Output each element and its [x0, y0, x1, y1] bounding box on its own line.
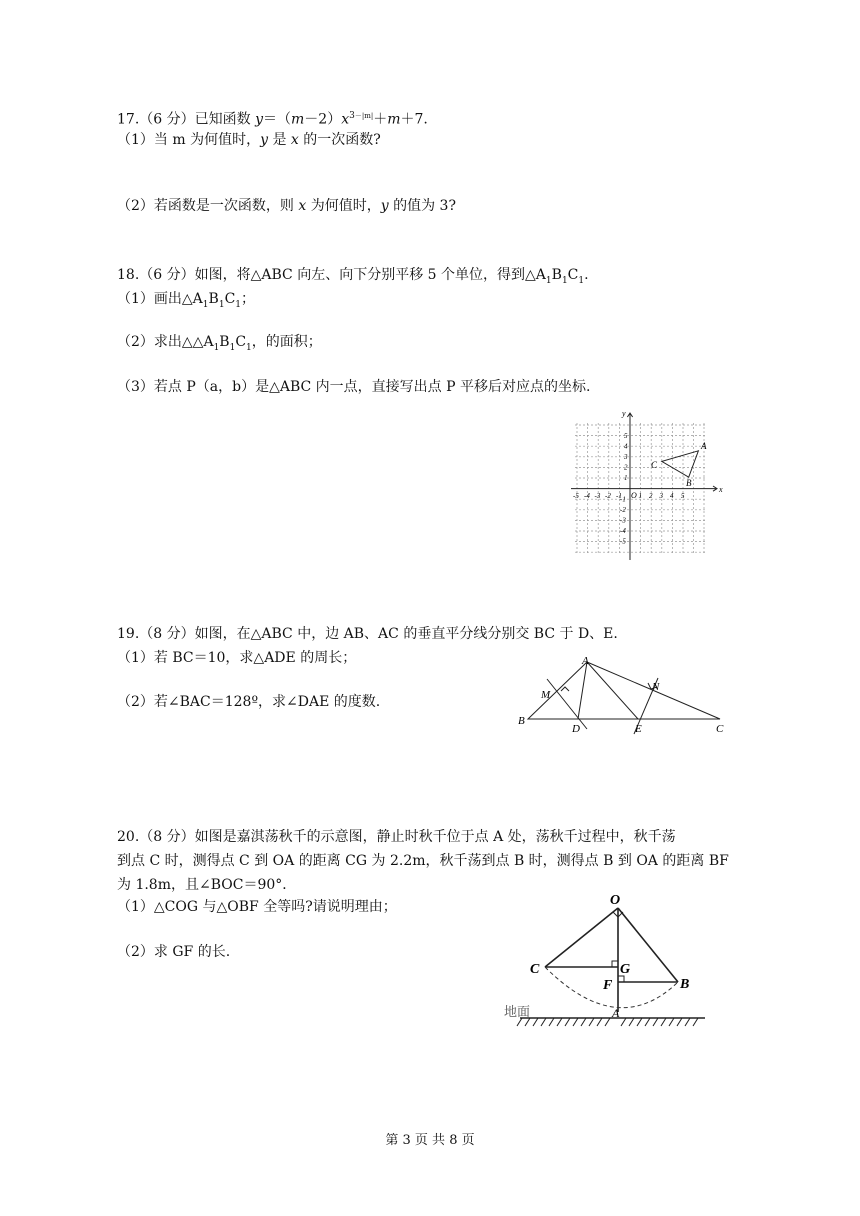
label-c: C [716, 723, 724, 735]
q20-part2: （2）求 GF 的长. [117, 944, 231, 960]
tick-label: 5 [681, 492, 685, 500]
tick-label: -1 [620, 495, 626, 504]
label-m: M [541, 689, 551, 701]
x-axis-label: x [719, 485, 723, 494]
tick-label: -5 [573, 492, 579, 500]
ground-label: 地面 [504, 1004, 531, 1019]
tick-label: 1 [638, 492, 642, 500]
tick-label: -4 [584, 492, 590, 500]
tick-label: -2 [605, 492, 611, 500]
tick-label: -3 [620, 516, 626, 525]
tick-label: 2 [624, 463, 628, 472]
tick-label: -5 [620, 537, 626, 546]
tick-label: -4 [620, 527, 626, 535]
label-o: O [610, 893, 621, 908]
q19-stem: 19.（8 分）如图，在△ABC 中，边 AB、AC 的垂直平分线分别交 BC 于 D、E. [117, 626, 618, 642]
label-c: C [530, 962, 540, 977]
tick-label: 4 [624, 442, 628, 451]
tick-label: -3 [594, 492, 601, 500]
tick-label: 1 [624, 474, 628, 482]
tick-label: 3 [659, 492, 663, 500]
q19-triangle-figure [510, 650, 735, 740]
page-footer: 第 3 页 共 8 页 [385, 1133, 475, 1148]
label-a: A [701, 441, 707, 451]
right-angle-mark-m [561, 687, 569, 691]
q20-stem-line1: 20.（8 分）如图是嘉淇荡秋千的示意图，静止时秋千位于点 A 处，荡秋千过程中，秋千荡 [117, 829, 676, 845]
y-axis-label: y [622, 409, 626, 418]
tick-label: 4 [670, 492, 674, 500]
segment-ae [587, 662, 638, 719]
x-tick-labels [573, 492, 685, 500]
label-c: C [651, 460, 658, 470]
q17-part1: （1）当 m 为何值时，y 是 x 的一次函数? [117, 132, 381, 148]
q18-grid-figure [565, 405, 735, 565]
q19-part2: （2）若∠BAC＝128º，求∠DAE 的度数. [117, 694, 381, 710]
segment-oc [545, 908, 618, 967]
label-d: D [572, 723, 580, 735]
ground-hatching [517, 1018, 698, 1026]
label-b: B [680, 977, 690, 992]
q17-part2: （2）若函数是一次函数，则 x 为何值时，y 的值为 3? [117, 198, 456, 214]
tick-label: 5 [624, 432, 628, 440]
label-b: B [686, 478, 692, 488]
tick-label: -1 [616, 492, 622, 500]
label-g: G [620, 962, 631, 977]
q20-stem-line2: 到点 C 时，测得点 C 到 OA 的距离 CG 为 2.2m，秋千荡到点 B 时，测得点 B 到 OA 的距离 BF [117, 853, 729, 869]
q18-part2: （2）求出$\triangle\triangle A_1B_1C_1$，的面积； [117, 334, 322, 353]
label-e: E [635, 723, 642, 735]
label-a: A [582, 655, 589, 667]
segment-ad [578, 662, 587, 719]
q18-part1: （1）画出$\triangle A_1B_1C_1$； [117, 291, 256, 310]
label-n: N [652, 681, 660, 693]
tick-label: -2 [620, 506, 626, 514]
tick-label: 3 [624, 453, 628, 461]
q20-stem-line3: 为 1.8m，且∠BOC＝90°． [117, 877, 297, 893]
label-b: B [518, 715, 525, 727]
q17-stem: 17.（6 分）已知函数 $y=(m-2)x^{3-|m|}+m+7$. [117, 111, 428, 128]
triangle-abc [662, 451, 699, 477]
q18-stem: 18.（6 分）如图，将△ABC 向左、向下分别平移 5 个单位，得到$\triangle A_1B_1C_1$. [117, 267, 589, 286]
q20-swing-figure [500, 890, 710, 1035]
label-a: A [612, 1006, 620, 1020]
label-f: F [603, 978, 613, 993]
q18-part3: （3）若点 P（a，b）是△ABC 内一点，直接写出点 P 平移后对应点的坐标. [117, 379, 591, 395]
tick-label: 2 [649, 492, 653, 500]
perp-bisector-ab [547, 679, 587, 729]
right-angle-mark-g [612, 961, 618, 967]
q19-part1: （1）若 BC＝10，求△ADE 的周长； [117, 650, 357, 666]
q20-part1: （1）△COG 与△OBF 全等吗?请说明理由； [117, 899, 397, 915]
origin-label: O [631, 491, 637, 500]
